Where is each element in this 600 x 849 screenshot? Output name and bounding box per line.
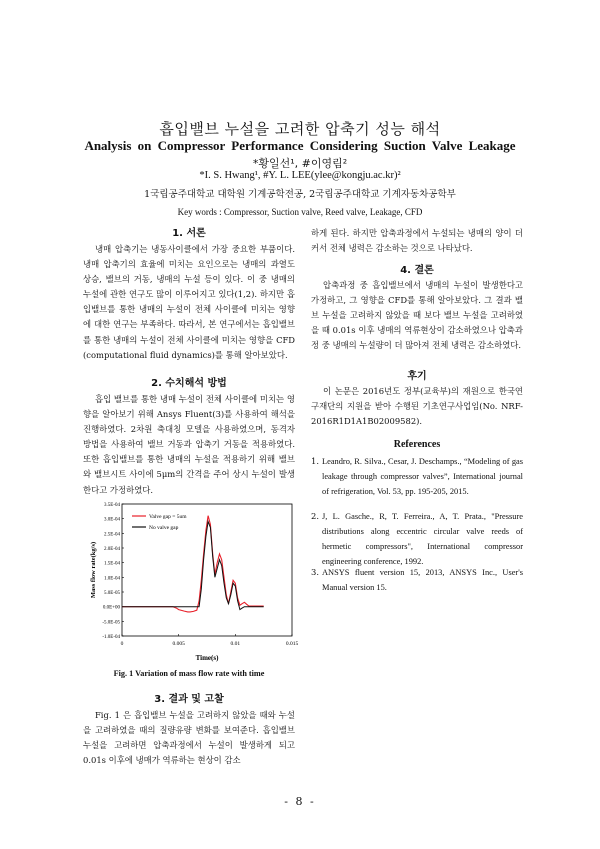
affiliation: 1국립공주대학교 대학원 기계공학전공, 2국립공주대학교 기계자동차공학부 [144, 189, 456, 200]
reference-number: 1. [311, 456, 319, 466]
y-tick-label: -5.0E-05 [102, 620, 120, 626]
series-line-valve-gap [122, 516, 264, 612]
series-line-no-valve-gap [122, 522, 264, 610]
x-tick-label: 0.005 [172, 641, 185, 647]
section-heading-references: References [393, 439, 441, 450]
x-tick-label: 0.01 [230, 641, 241, 647]
keywords: Key words : Compressor, Suction valve, Reed valve, Leakage, CFD [177, 207, 423, 217]
reference-text: Leandro, R. Silva., Cesar, J. Deschamps., “Modeling of gas leakage through compressor valves”, International journal of refrigeration, Vol. 53, pp. 195-205, 2015. [322, 457, 523, 497]
reference-number: 2. [311, 511, 319, 521]
y-tick-label: 3.5E-04 [104, 503, 120, 508]
reference-text: J, L. Gasche., R, T. Ferreira., A, T. Prata., "Pressure distributions along eccentric circular valve reeds of hermetic compressors", International compressor engineering conference, 1992. [322, 512, 523, 567]
paper-title-korean: 흡입밸브 누설을 고려한 압축기 성능 해석 [159, 120, 441, 138]
y-axis-label: Mass flow rate(kg/s) [90, 541, 97, 599]
section-text-intro: 냉매 압축기는 냉동사이클에서 가장 중요한 부품이다. 냉매 압축기의 효율에 미치는 요인으로는 냉매의 과열도 상승, 밸브의 거동, 냉매의 누설 등이 있다. 이 중 냉매의 누설에 관한 연구도 많이 이루어지고 있다(1,2). 하지만 흡입밸브를 통한 냉매의 누설이 전체 사이클에 미치는 영향에 대한 연구는 부족하다. 따라서, 본 연구에서는 흡입밸브를 통한 냉매의 누설이 전체 사이클에 미치는 영향을 CFD (computational fluid dynamics)를 통해 알아보았다. [83, 244, 295, 360]
left-column [83, 226, 295, 766]
y-tick-label: 0.0E+00 [102, 605, 120, 611]
section-text-results-continued: 하게 된다. 하지만 압축과정에서 누설되는 냉매의 양이 더 커서 전체 냉력은 감소하는 것으로 나타났다. [311, 228, 523, 254]
reference-item [311, 454, 523, 514]
section-heading-numerical: 2. 수치해석 방법 [151, 378, 227, 389]
y-tick-label: 5.0E-05 [104, 591, 120, 596]
x-tick-label: 0 [120, 641, 124, 647]
paper-title-english: Analysis on Compressor Performance Considering Suction Valve Leakage [84, 138, 516, 153]
x-tick-label: 0.015 [285, 641, 298, 647]
y-tick-label: 1.5E-04 [104, 561, 120, 567]
reference-text: ANSYS fluent version 15, 2013, ANSYS Inc., User's Manual version 15. [322, 568, 523, 593]
section-text-conclusion: 압축과정 중 흡입밸브에서 냉매의 누설이 발생한다고 가정하고, 그 영향을 CFD를 통해 알아보았다. 그 결과 밸브 누설을 고려하지 않았을 때 보다 밸브 누설을 고려하였을 때 0.01s 이후 냉매의 역류현상이 감소하였으나 압축과정 중 냉매의 누설량이 더 많아져 전체 냉력은 감소하였다. [311, 280, 523, 351]
section-text-results: Fig. 1 은 흡입밸브 누설을 고려하지 않았을 때와 누설을 고려하였을 때의 질량유량 변화를 보여준다. 흡입밸브 누설을 고려하면 압축과정에서 누설이 발생하게 되고 0.01s 이후에 냉매가 역류하는 현상이 감소 [83, 710, 295, 766]
section-heading-results: 3. 결과 및 고찰 [154, 694, 224, 705]
section-heading-intro: 1. 서론 [172, 228, 206, 239]
y-tick-label: 1.0E-04 [104, 576, 120, 582]
page-number: - 8 - [284, 795, 316, 808]
legend-label: Valve gap = 5um [149, 514, 187, 520]
y-tick-label: 3.0E-04 [104, 517, 120, 523]
section-heading-conclusion: 4. 결론 [400, 265, 434, 276]
authors-korean: *황일선¹, #이영림² [252, 157, 348, 170]
section-text-ack: 이 논문은 2016년도 정부(교육부)의 재원으로 한국연구재단의 지원을 받아 수행된 기초연구사업임(No. NRF-2016R1D1A1B02009582). [311, 386, 523, 427]
mass-flow-rate-chart [88, 500, 298, 665]
y-tick-label: 2.5E-04 [104, 532, 120, 538]
y-tick-label: -1.0E-04 [102, 635, 120, 640]
y-tick-label: 2.0E-04 [104, 547, 120, 552]
legend-label: No valve gap [149, 525, 179, 531]
section-heading-ack: 후기 [407, 371, 427, 382]
reference-item [311, 565, 523, 595]
authors-english: *I. S. Hwang¹, #Y. L. LEE(ylee@kongju.ac.kr)² [199, 170, 401, 181]
x-axis-label: Time(s) [195, 654, 219, 662]
reference-item [311, 509, 523, 569]
figure-caption: Fig. 1 Variation of mass flow rate with time [113, 669, 265, 678]
right-column [311, 226, 523, 626]
reference-number: 3. [311, 567, 319, 577]
section-text-numerical: 흡입 밸브를 통한 냉매 누설이 전체 사이클에 미치는 영향을 알아보기 위해 Ansys Fluent(3)를 사용하여 해석을 진행하였다. 2차원 축대칭 모델을 사용하였으며, 동격자 방법을 사용하여 밸브 거동과 압축기 거동을 적용하였다. 또한 흡입밸브를 통한 냉매의 누설을 적용하기 위해 밸브와 밸브시트 사이에 5μm의 간격을 주어 상시 누설이 발생한다고 가정하였다. [83, 394, 295, 495]
